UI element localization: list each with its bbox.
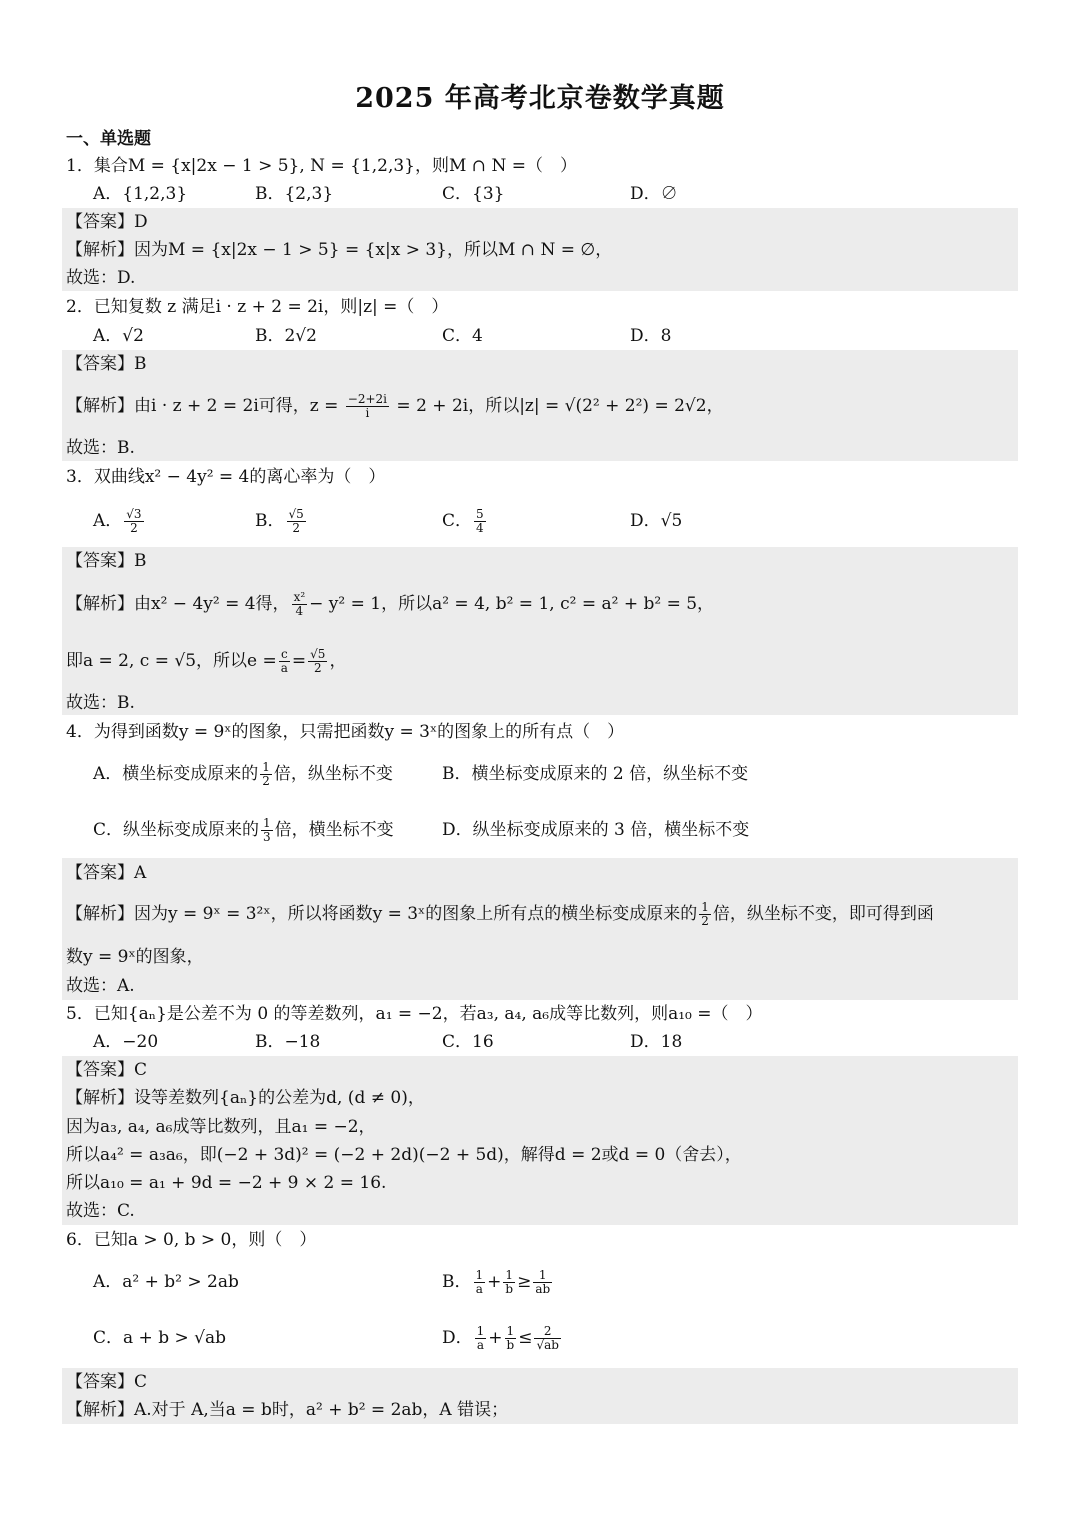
q6-option-a: A．a² + b² > 2ab (93, 1272, 239, 1292)
q3-a-fraction (124, 508, 143, 535)
q3-c-num: 5 (476, 507, 484, 521)
q3-exp1-fraction (292, 591, 308, 618)
q5-explanation-2: 因为a₃, a₄, a₆成等比数列，且a₁ = −2， (66, 1117, 376, 1137)
q3-a-label: A． (93, 511, 123, 531)
q6-b-den1: a (475, 1282, 483, 1296)
q6-d-plus: + (488, 1328, 503, 1348)
q3-exp2-fraction-2 (308, 648, 327, 675)
q2-option-b: B．2√2 (255, 326, 317, 346)
q6-b-den3: ab (535, 1282, 551, 1296)
q6-option-b (442, 1264, 554, 1300)
q5-option-a: A．−20 (93, 1032, 159, 1052)
q4-option-c (93, 812, 394, 848)
q6-explanation-1: 【解析】A.对于 A,当a = b时，a² + b² = 2ab，A 错误； (66, 1400, 509, 1420)
q3-answer-block (62, 547, 1018, 715)
q6-b-frac-1 (474, 1269, 486, 1296)
q3-exp1-text-b: − y² = 1，所以a² = 4, b² = 1, c² = a² + b² = 5， (309, 594, 715, 614)
q3-b-den: 2 (292, 521, 300, 535)
q6-b-frac-3 (533, 1269, 552, 1296)
q3-exp2-num1: c (279, 648, 290, 662)
q3-exp2-num2: √5 (310, 647, 326, 661)
q4-c-num: 1 (263, 816, 271, 830)
q4-a-fraction (260, 761, 272, 788)
q4-c-fraction (261, 817, 273, 844)
q2-option-a: A．√2 (93, 326, 144, 346)
q6-b-label: B． (442, 1272, 472, 1292)
q5-answer: 【答案】C (66, 1060, 148, 1080)
q2-answer: 【答案】B (66, 354, 147, 374)
q6-d-le: ≤ (518, 1328, 533, 1348)
q1-option-c: C．{3} (442, 184, 505, 204)
q3-b-label: B． (255, 511, 285, 531)
q3-exp2-fraction-1 (279, 648, 290, 675)
q1-answer: 【答案】D (66, 212, 148, 232)
q3-c-fraction (474, 508, 486, 535)
q4-conclusion: 故选：A. (66, 976, 135, 996)
q5-explanation-4: 所以a₁₀ = a₁ + 9d = −2 + 9 × 2 = 16. (66, 1173, 387, 1193)
q3-a-num: √3 (126, 507, 142, 521)
q6-d-frac-1 (475, 1325, 487, 1352)
q3-exp2-den1: a (280, 661, 288, 675)
q3-b-fraction (287, 508, 306, 535)
q4-a-den: 2 (262, 774, 270, 788)
q3-exp1-num: x² (293, 590, 306, 604)
q5-conclusion: 故选：C. (66, 1201, 135, 1221)
q2-frac-den: i (365, 406, 370, 420)
q3-b-num: √5 (288, 507, 304, 521)
q6-b-num3: 1 (533, 1269, 552, 1283)
q2-option-d: D．8 (630, 326, 672, 346)
q2-frac-num: −2+2i (347, 392, 388, 406)
q6-b-num1: 1 (475, 1268, 484, 1282)
q1-conclusion: 故选：D. (66, 268, 136, 288)
q6-d-frac-2 (505, 1325, 517, 1352)
q6-d-frac-3 (534, 1325, 560, 1352)
q3-exp1-text-a: 【解析】由x² − 4y² = 4得， (66, 594, 290, 614)
q1-explanation: 【解析】因为M = {x|2x − 1 > 5} = {x|x > 3}，所以M ∩ N = ∅， (66, 240, 613, 260)
q6-d-num2: 1 (505, 1325, 517, 1339)
q4-option-a (93, 756, 393, 792)
q3-exp1-den: 4 (295, 604, 304, 618)
q6-answer: 【答案】C (66, 1372, 148, 1392)
q3-answer: 【答案】B (66, 551, 147, 571)
q4-option-b: B．横坐标变成原来的 2 倍，纵坐标不变 (442, 764, 749, 784)
q3-conclusion: 故选：B. (66, 693, 135, 713)
q4-a-num: 1 (262, 760, 270, 774)
q5-explanation-1: 【解析】设等差数列{aₙ}的公差为d, (d ≠ 0)， (66, 1088, 425, 1108)
q6-b-den2: b (505, 1282, 514, 1296)
q3-exp2-text-a: 即a = 2, c = √5，所以e = (66, 651, 277, 671)
q4-exp1-fraction (699, 901, 711, 928)
q3-option-b (255, 503, 308, 539)
q1-option-d: D．∅ (630, 184, 678, 204)
q2-explanation (66, 388, 724, 424)
q5-option-d: D．18 (630, 1032, 683, 1052)
q4-explanation-1 (66, 896, 934, 932)
q5-option-b: B．−18 (255, 1032, 321, 1052)
q4-a-pre: A．横坐标变成原来的 (93, 764, 259, 784)
question-1-stem: 1．集合M = {x|2x − 1 > 5}, N = {1,2,3}，则M ∩ N =（ ） (66, 156, 577, 176)
q3-option-a (93, 503, 146, 539)
document-title: 2025 年高考北京卷数学真题 (355, 83, 725, 114)
q3-exp2-eq: = (291, 651, 307, 671)
q3-c-label: C． (442, 511, 473, 531)
q4-exp1-text-a: 【解析】因为y = 9ˣ = 3²ˣ，所以将函数y = 3ˣ的图象上所有点的横坐标变成原来的 (66, 904, 698, 924)
q4-c-den: 3 (263, 830, 271, 844)
q2-exp-text-a: 【解析】由i · z + 2 = 2i可得，z = (66, 396, 339, 416)
q3-option-d: D．√5 (630, 511, 683, 531)
q2-exp-text-b: = 2 + 2i，所以|z| = √(2² + 2²) = 2√2， (396, 396, 724, 416)
q6-d-num3: 2 (534, 1325, 560, 1339)
q4-c-post: 倍，横坐标不变 (274, 820, 394, 840)
q6-b-num2: 1 (503, 1269, 515, 1283)
q4-c-pre: C．纵坐标变成原来的 (93, 820, 260, 840)
question-3-stem: 3．双曲线x² − 4y² = 4的离心率为（ ） (66, 467, 386, 487)
section-heading: 一、单选题 (66, 129, 151, 149)
question-6-stem: 6．已知a > 0, b > 0，则（ ） (66, 1230, 317, 1250)
q6-b-plus: + (487, 1272, 502, 1292)
q6-d-label: D． (442, 1328, 473, 1348)
question-5-stem: 5．已知{aₙ}是公差不为 0 的等差数列，a₁ = −2，若a₃, a₄, a₆成等比数列，则a₁₀ =（ ） (66, 1004, 763, 1024)
q3-a-den: 2 (130, 521, 138, 535)
q6-d-den1: a (476, 1338, 485, 1352)
q3-option-c (442, 503, 488, 539)
q2-option-c: C．4 (442, 326, 483, 346)
q2-exp-fraction (346, 393, 389, 420)
q1-option-a: A．{1,2,3} (93, 184, 188, 204)
q3-c-den: 4 (476, 521, 484, 535)
q5-option-c: C．16 (442, 1032, 494, 1052)
q6-option-c: C．a + b > √ab (93, 1328, 226, 1348)
q4-exp1-text-b: 倍，纵坐标不变，即可得到函 (712, 904, 934, 924)
question-2-stem: 2．已知复数 z 满足i · z + 2 = 2i，则|z| =（ ） (66, 297, 449, 317)
q4-exp1-den: 2 (701, 914, 709, 928)
q3-explanation-2 (66, 643, 346, 679)
q3-explanation-1 (66, 586, 714, 622)
question-4-stem: 4．为得到函数y = 9ˣ的图象，只需把函数y = 3ˣ的图象上的所有点（ ） (66, 722, 625, 742)
q6-b-ge: ≥ (517, 1272, 532, 1292)
q3-exp2-den2: 2 (313, 661, 322, 675)
q2-conclusion: 故选：B. (66, 438, 135, 458)
q5-explanation-3: 所以a₄² = a₃a₆，即(−2 + 3d)² = (−2 + 2d)(−2 + 5d)，解得d = 2或d = 0（舍去）， (66, 1145, 742, 1165)
q6-d-num1: 1 (476, 1324, 485, 1338)
q4-a-post: 倍，纵坐标不变 (273, 764, 393, 784)
q4-exp1-num: 1 (701, 900, 709, 914)
q4-option-d: D．纵坐标变成原来的 3 倍，横坐标不变 (442, 820, 750, 840)
q5-answer-block (62, 1056, 1018, 1225)
q3-exp2-text-b: ， (329, 651, 347, 671)
q6-b-frac-2 (503, 1269, 515, 1296)
q4-explanation-2: 数y = 9ˣ的图象， (66, 947, 204, 967)
q6-option-d (442, 1320, 563, 1356)
q6-d-den3: √ab (536, 1338, 559, 1352)
q4-answer: 【答案】A (66, 863, 147, 883)
q6-d-den2: b (506, 1338, 515, 1352)
q1-option-b: B．{2,3} (255, 184, 334, 204)
